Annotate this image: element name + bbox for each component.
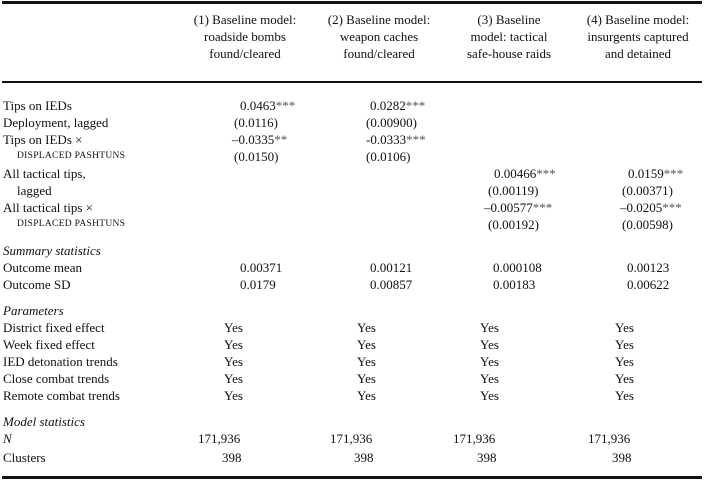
coef-c4-all-tips-x: –0.0205*** <box>620 200 682 215</box>
n-c4: 171,936 <box>588 431 631 446</box>
row-label-n: N <box>3 431 12 446</box>
se-c2-tips-ieds-x: (0.0106) <box>366 149 411 164</box>
section-model-statistics: Model statistics <box>3 414 85 429</box>
outcome-mean-c3: 0.000108 <box>493 260 542 275</box>
coef-c3-all-tips: 0.00466*** <box>494 166 556 181</box>
n-c3: 171,936 <box>453 431 496 446</box>
remote-combat-c3: Yes <box>480 388 499 403</box>
outcome-mean-c2: 0.00121 <box>370 260 413 275</box>
n-c2: 171,936 <box>330 431 373 446</box>
row-label-district-fe: District fixed effect <box>3 320 105 335</box>
clusters-c2: 398 <box>354 450 374 465</box>
clusters-c3: 398 <box>477 450 497 465</box>
se-c2-tips-ieds: (0.00900) <box>366 115 417 130</box>
coef-c3-all-tips-x: –0.00577*** <box>484 200 553 215</box>
row-label-displaced-pashtuns-1: DISPLACED PASHTUNS <box>17 151 126 161</box>
se-c4-all-tips-x: (0.00598) <box>622 217 673 232</box>
se-c3-all-tips-x: (0.00192) <box>488 217 539 232</box>
coef-c1-tips-ieds-x: –0.0335** <box>232 132 288 147</box>
district-fe-c1: Yes <box>224 320 243 335</box>
coef-c2-tips-ieds-x: -0.0333*** <box>366 132 426 147</box>
ied-trends-c2: Yes <box>357 354 376 369</box>
week-fe-c2: Yes <box>357 337 376 352</box>
row-label-deployment-lagged: Deployment, lagged <box>3 115 109 130</box>
close-combat-c1: Yes <box>224 371 243 386</box>
row-label-remote-combat-trends: Remote combat trends <box>3 388 120 403</box>
se-c1-tips-ieds: (0.0116) <box>234 115 278 130</box>
close-combat-c2: Yes <box>357 371 376 386</box>
n-c1: 171,936 <box>198 431 241 446</box>
col-header-1: (1) Baseline model: roadside bombs found/cleared <box>193 12 297 61</box>
row-label-close-combat-trends: Close combat trends <box>3 371 110 386</box>
section-parameters: Parameters <box>3 303 64 318</box>
se-c3-all-tips: (0.00119) <box>488 183 539 198</box>
outcome-sd-c4: 0.00622 <box>627 277 670 292</box>
outcome-mean-c4: 0.00123 <box>627 260 670 275</box>
district-fe-c2: Yes <box>357 320 376 335</box>
row-label-ied-detonation-trends: IED detonation trends <box>3 354 118 369</box>
remote-combat-c1: Yes <box>224 388 243 403</box>
header-rule <box>2 81 702 83</box>
row-label-clusters: Clusters <box>3 450 46 465</box>
outcome-sd-c1: 0.0179 <box>240 277 276 292</box>
coef-c2-tips-ieds: 0.0282*** <box>370 98 426 113</box>
row-label-all-tips-x: All tactical tips × <box>3 200 94 215</box>
week-fe-c3: Yes <box>480 337 499 352</box>
remote-combat-c2: Yes <box>357 388 376 403</box>
coef-c4-all-tips: 0.0159*** <box>628 166 684 181</box>
ied-trends-c4: Yes <box>615 354 634 369</box>
ied-trends-c3: Yes <box>480 354 499 369</box>
row-label-lagged: lagged <box>17 183 52 198</box>
remote-combat-c4: Yes <box>615 388 634 403</box>
ied-trends-c1: Yes <box>224 354 243 369</box>
clusters-c1: 398 <box>222 450 242 465</box>
outcome-mean-c1: 0.00371 <box>240 260 283 275</box>
top-rule <box>2 1 702 4</box>
row-label-week-fe: Week fixed effect <box>3 337 95 352</box>
row-label-tips-ieds-x: Tips on IEDs × <box>3 132 83 147</box>
col-header-4: (4) Baseline model: insurgents captured and detained <box>586 12 690 61</box>
row-label-outcome-mean: Outcome mean <box>3 260 83 275</box>
district-fe-c4: Yes <box>615 320 634 335</box>
row-label-all-tips: All tactical tips, <box>3 166 86 181</box>
col-header-2: (2) Baseline model: weapon caches found/cleared <box>327 12 431 61</box>
col-header-3: (3) Baseline model: tactical safe-house raids <box>466 12 552 61</box>
se-c4-all-tips: (0.00371) <box>622 183 673 198</box>
row-label-displaced-pashtuns-2: DISPLACED PASHTUNS <box>17 219 126 229</box>
district-fe-c3: Yes <box>480 320 499 335</box>
row-label-tips-ieds: Tips on IEDs <box>3 98 72 113</box>
outcome-sd-c3: 0.00183 <box>493 277 536 292</box>
bottom-rule <box>2 476 702 479</box>
row-label-outcome-sd: Outcome SD <box>3 277 71 292</box>
outcome-sd-c2: 0.00857 <box>370 277 413 292</box>
clusters-c4: 398 <box>612 450 632 465</box>
week-fe-c4: Yes <box>615 337 634 352</box>
coef-c1-tips-ieds: 0.0463*** <box>240 98 296 113</box>
close-combat-c4: Yes <box>615 371 634 386</box>
section-summary-statistics: Summary statistics <box>3 243 101 258</box>
week-fe-c1: Yes <box>224 337 243 352</box>
se-c1-tips-ieds-x: (0.0150) <box>234 149 279 164</box>
close-combat-c3: Yes <box>480 371 499 386</box>
